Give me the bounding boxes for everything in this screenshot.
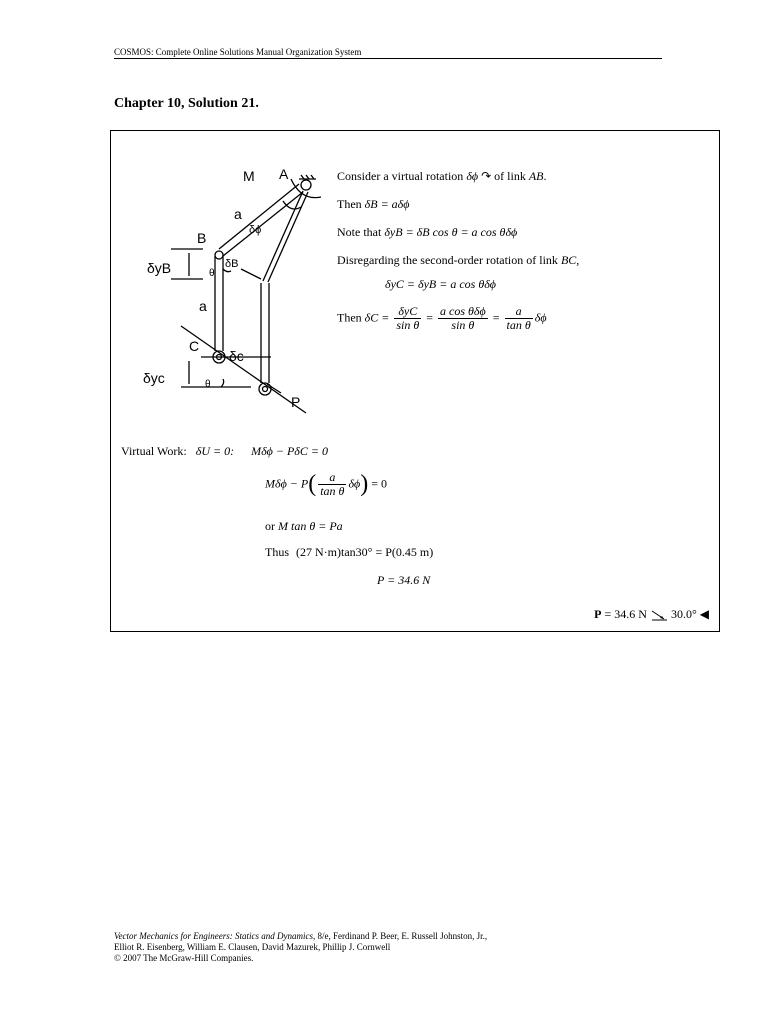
solution-line-6: Then δC = $\frac{\text{δyC}}{\text{sin θ}}$ = $\frac{\text{a cos θδϕ}}{\text{sin θ}}$ = $\frac{a}{\text{tan θ}}$ δϕ: [337, 304, 547, 332]
angle-icon: [650, 609, 668, 621]
label-B: B: [197, 230, 207, 246]
chapter-title: Chapter 10, Solution 21.: [114, 96, 259, 111]
label-theta1: θ: [209, 268, 215, 279]
solution-line-3: Note that δyB = δB cos θ = a cos θδϕ: [337, 225, 518, 239]
solution-line-4: Disregarding the second-order rotation of link BC,: [337, 253, 580, 267]
virtual-work-line-5: P = 34.6 N: [377, 573, 431, 587]
label-dB: δB: [225, 258, 239, 270]
virtual-work-line-1: Virtual Work: δU = 0: Mδϕ − PδC = 0: [121, 444, 328, 458]
page-header: COSMOS: Complete Online Solutions Manual Organization System: [114, 47, 662, 59]
solution-box: [110, 130, 720, 632]
label-dphi: δϕ: [249, 224, 262, 236]
virtual-work-line-3: or M tan θ = Pa: [265, 519, 343, 533]
mechanism-figure: [141, 161, 331, 421]
label-theta2: θ: [205, 379, 211, 390]
final-answer: P = 34.6 N 30.0° ◀: [594, 607, 709, 621]
label-M: M: [243, 168, 255, 184]
label-C: C: [189, 338, 200, 354]
answer-marker-icon: ◀: [699, 607, 709, 621]
solution-line-5: δyC = δyB = a cos θδϕ: [385, 277, 497, 291]
label-dyB: δyB: [147, 260, 172, 276]
solution-line-1: Consider a virtual rotation δϕ ↷ of link AB.: [337, 169, 547, 183]
label-dC: δc: [229, 348, 244, 364]
solution-line-2: Then δB = aδϕ: [337, 197, 410, 211]
label-P: P: [291, 394, 301, 410]
page-footer: Vector Mechanics for Engineers: Statics and Dynamics, 8/e, Ferdinand P. Beer, E. Russell Johnston, Jr., Elliot R. Eisenberg, William E. Clausen, David Mazurek, Phillip J. Cornwell © 2007 The McGraw-Hill Companies.: [114, 931, 488, 963]
label-dyC: δyc: [143, 370, 165, 386]
virtual-work-line-2: Mδϕ − P( $\frac{a}{\text{tan θ}}$ δϕ) = 0: [265, 470, 388, 498]
virtual-work-line-4: Thus (27 N·m)tan30° = P(0.45 m): [265, 545, 434, 559]
label-a-top: a: [234, 206, 242, 222]
label-A: A: [279, 166, 289, 182]
label-a-side: a: [199, 298, 207, 314]
